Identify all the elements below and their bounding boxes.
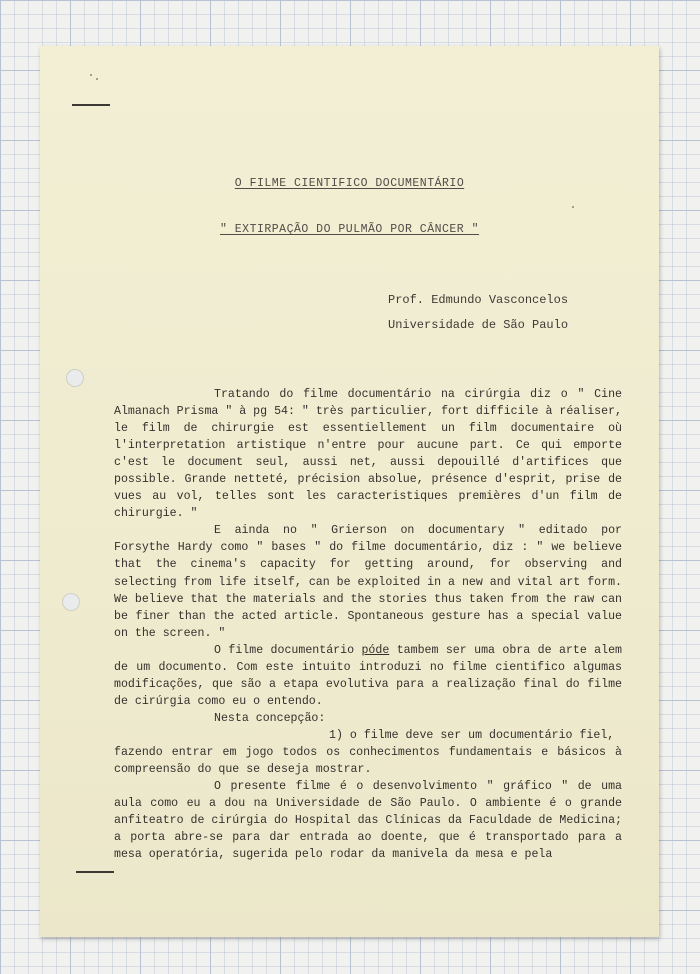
paragraph-concepcao: Nesta concepção: bbox=[214, 711, 326, 725]
punch-hole bbox=[66, 369, 84, 387]
margin-pencil-mark bbox=[72, 104, 110, 106]
paragraph-art-document bbox=[114, 642, 622, 710]
list-item-lead: 1) o filme deve ser um documentário fiel, bbox=[329, 728, 615, 742]
document-body bbox=[114, 386, 622, 863]
margin-pencil-mark bbox=[76, 871, 114, 873]
paragraph-text: fazendo entrar em jogo todos os conhecimentos fundamentais e básicos à compreensão do que se deseja mostrar. bbox=[114, 745, 622, 777]
paper-speck bbox=[96, 78, 98, 80]
paragraph-text: O filme documentário bbox=[214, 643, 362, 657]
paper-sheet bbox=[40, 46, 659, 937]
author-institution: Universidade de São Paulo bbox=[388, 318, 569, 332]
paper-speck bbox=[90, 74, 92, 76]
underlined-word: póde bbox=[361, 643, 390, 657]
paragraph-list-item-1 bbox=[114, 727, 622, 778]
paragraph-text: tambem ser uma obra de arte alem de um documento. Com este intuito introduzi no filme cientifico algumas modificações, que são a etapa evolutiva para a realização final do filme de cirúrgia como eu o entendo. bbox=[114, 643, 623, 708]
document-subtitle: " EXTIRPAÇÃO DO PULMÃO POR CÂNCER " bbox=[219, 223, 480, 236]
author-name: Prof. Edmundo Vasconcelos bbox=[388, 293, 569, 307]
paragraph-cine-almanach: Tratando do filme documentário na cirúrgia diz o " Cine Almanach Prisma " à pg 54: " très particulier, fort difficile à réaliser, le film de chirurgie est essentiellement un film documentaire où l'interpretation artistique n'entre pour aucune part. Ce qui emporte c'est le document seul, aussi net, aussi depouillé d'artifices que possible. Grande netteté, précision absolue, présence d'esprit, prise de vues au vol, telles sont les caracteristiques premières d'un film de chirurgie. " bbox=[114, 388, 622, 521]
paragraph-grierson: E ainda no " Grierson on documentary " editado por Forsythe Hardy como " bases " do filme documentário, diz : " we believe that the cinema's capacity for getting around, for observing and selecting from life itself, can be exploited in a new and vital art form. We believe that the materials and the stories thus taken from the raw can be finer than the acted article. Spontaneous gesture has a special value on the screen. " bbox=[114, 524, 622, 640]
punch-hole bbox=[62, 593, 80, 611]
paragraph-presente-filme: O presente filme é o desenvolvimento " gráfico " de uma aula como eu a dou na Universidade de São Paulo. O ambiente é o grande anfiteatro de cirúrgia do Hospital das Clínicas da Faculdade de Medicina; a porta abre-se para dar entrada ao doente, que é transportado para a mesa operatória, sugerida pelo rodar da manivela da mesa e pela bbox=[114, 780, 622, 862]
document-title: O FILME CIENTIFICO DOCUMENTÁRIO bbox=[234, 177, 465, 190]
paper-speck bbox=[572, 206, 574, 208]
